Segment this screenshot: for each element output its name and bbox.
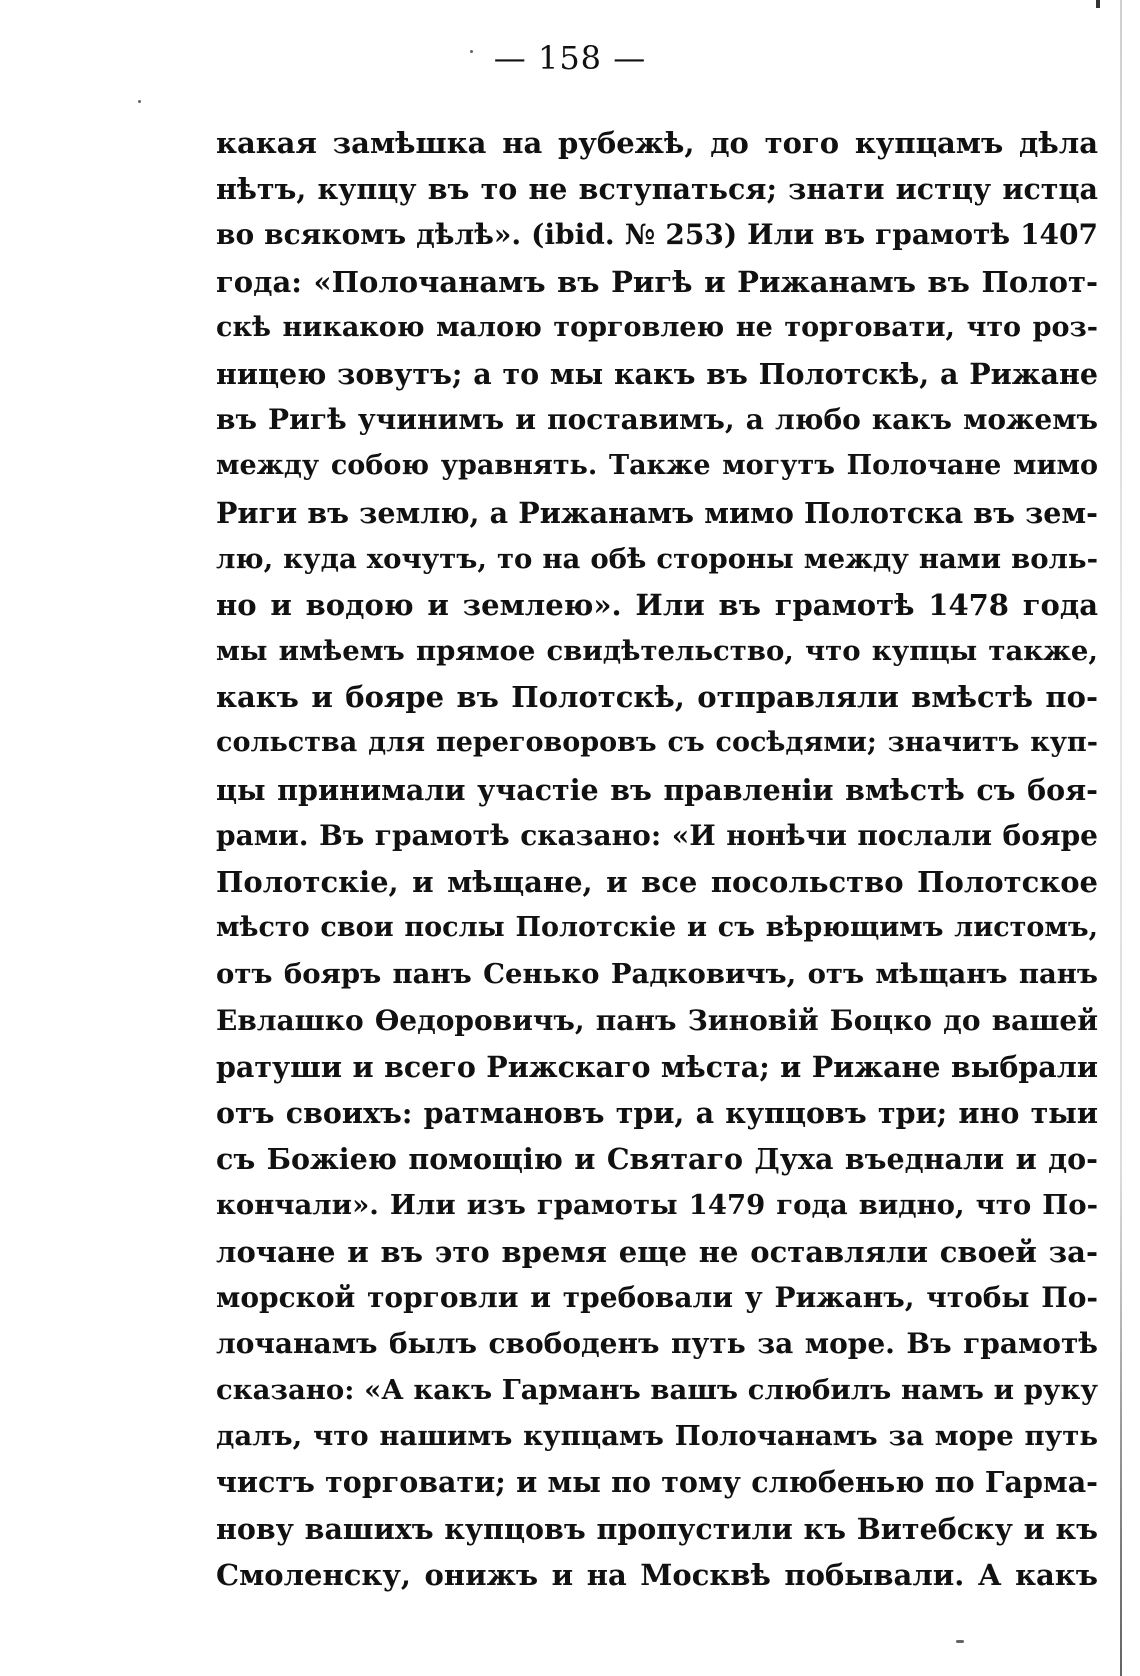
page-number: — 158 — [493,39,647,77]
text-line: цы принимали участіе въ правленіи вмѣстѣ съ боя- [216,772,1098,807]
text-line: чистъ торговати; и мы по тому слюбенью по Гарма- [216,1465,1098,1500]
text-line: но и водою и землею». Или въ грамотѣ 1478 года [216,587,1098,622]
text-line: въ Ригѣ учинимъ и поставимъ, а любо какъ можемъ [216,403,1098,437]
text-line: какъ и бояре въ Полотскѣ, отправляли вмѣстѣ по- [216,680,1098,715]
text-line: отъ бояръ панъ Сенько Радковичъ, отъ мѣщанъ панъ [216,958,1098,991]
text-line: мѣсто свои послы Полотскіе и съ вѣрющимъ листомъ, [216,912,1098,944]
text-line: нову вашихъ купцовъ пропустили къ Витебску и къ [216,1511,1098,1546]
text-line: лочанамъ былъ свободенъ путь за море. Въ грамотѣ [216,1326,1098,1360]
text-line: сольства для переговоровъ съ сосѣдями; значитъ куп- [216,727,1098,759]
text-line: во всякомъ дѣлѣ». (ibid. № 253) Или въ грамотѣ 1407 [216,218,1098,252]
text-line: далъ, что нашимъ купцамъ Полочанамъ за море путь [216,1420,1098,1453]
text-line: какая замѣшка на рубежѣ, до того купцамъ дѣла [216,126,1098,160]
body-text [216,120,1098,1598]
text-line: Полотскіе, и мѣщане, и все посольство Полотское [216,865,1098,899]
text-line: Смоленску, онижъ и на Москвѣ побывали. А какъ [216,1557,1098,1592]
scan-edge-mark [1096,0,1100,8]
text-line: ратуши и всего Рижскаго мѣста; и Рижане выбрали [216,1049,1098,1084]
text-line: лю, куда хочутъ, то на обѣ стороны между нами воль- [216,542,1098,575]
text-line: ницею зовутъ; а то мы какъ въ Полотскѣ, а Рижане [216,356,1098,391]
text-line: между собою уравнять. Также могутъ Полочане мимо [216,450,1098,482]
text-line: съ Божіею помощію и Святаго Духа въеднали и до- [216,1142,1098,1177]
text-line: лочане и въ это время еще не оставляли своей за- [216,1234,1098,1269]
text-line: Евлашко Өедоровичъ, панъ Зиновій Боцко до вашей [216,1003,1098,1037]
text-line: Риги въ землю, а Рижанамъ мимо Полотска въ зем- [216,495,1098,530]
text-line: года: «Полочанамъ въ Ригѣ и Рижанамъ въ Полот- [216,264,1098,299]
text-line: сказано: «А какъ Гарманъ вашъ слюбилъ намъ и руку [216,1374,1098,1407]
text-line: кончали». Или изъ грамоты 1479 года видно, что По- [216,1189,1098,1222]
text-line: морской торговли и требовали у Рижанъ, чтобы По- [216,1280,1098,1314]
text-line: рами. Въ грамотѣ сказано: «И нонѣчи послали бояре [216,818,1098,852]
text-line: мы имѣемъ прямое свидѣтельство, что купцы также, [216,635,1098,668]
scan-speck [956,1640,964,1643]
text-line: скѣ никакою малою торговлею не торговати, что роз- [216,311,1098,343]
scan-edge-line [1120,0,1122,1676]
text-line: нѣтъ, купцу въ то не вступаться; знати истцу истца [216,172,1098,207]
scan-speck [138,100,141,103]
text-line: отъ своихъ: ратмановъ три, а купцовъ три; ино тыи [216,1095,1098,1130]
